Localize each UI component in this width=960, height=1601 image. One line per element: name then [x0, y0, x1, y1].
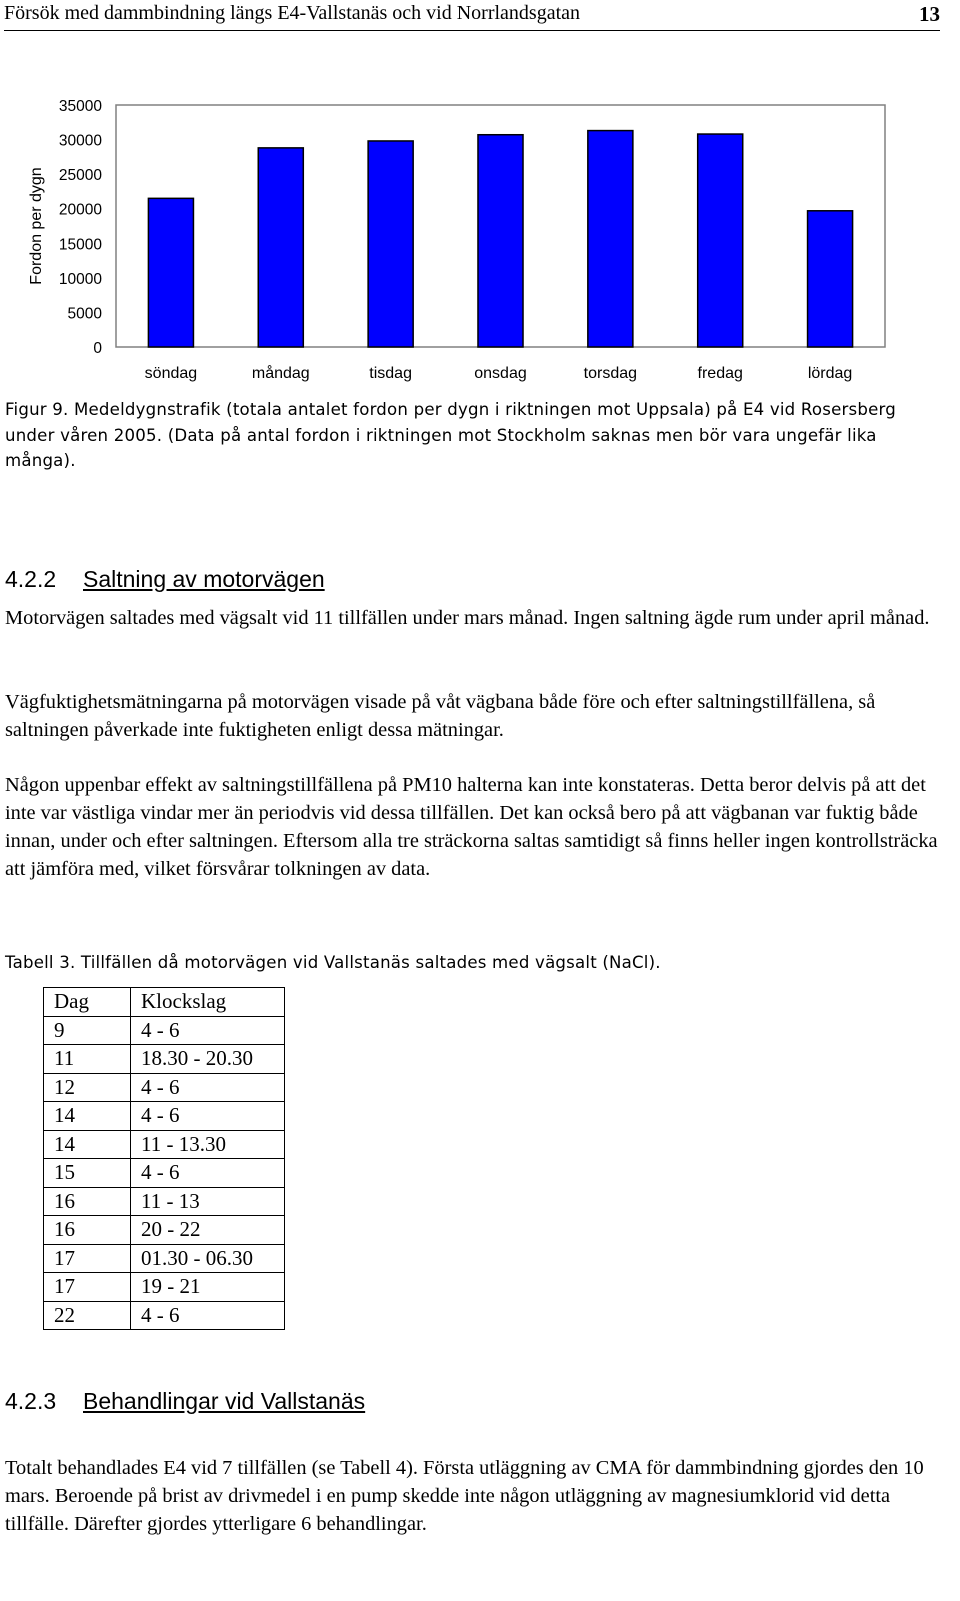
cell-day: 12: [44, 1073, 131, 1102]
cell-day: 11: [44, 1045, 131, 1074]
salting-table: [43, 987, 285, 1330]
table-row: [44, 1073, 285, 1102]
cell-time: 4 - 6: [131, 1301, 285, 1330]
cell-day: 15: [44, 1159, 131, 1188]
paragraph: Vägfuktighetsmätningarna på motorvägen visade på våt vägbana både före och efter saltningstillfällena, så saltningen påverkade inte fuktigheten enligt dessa mätningar.: [5, 691, 876, 741]
bar-onsdag: [478, 135, 523, 347]
page-number: 13: [919, 2, 940, 26]
x-tick-label: söndag: [144, 365, 198, 382]
x-tick-label: tisdag: [369, 365, 412, 382]
cell-time: 4 - 6: [131, 1159, 285, 1188]
cell-time: 18.30 - 20.30: [131, 1045, 285, 1074]
table-row: [44, 1016, 285, 1045]
table-row: [44, 1301, 285, 1330]
plot-area: [59, 98, 885, 382]
section-title: Saltning av motorvägen: [83, 566, 325, 592]
column-header-day: Dag: [44, 988, 131, 1017]
table-header-row: [44, 988, 285, 1017]
y-tick-label: 10000: [58, 270, 102, 288]
page-header: [4, 0, 940, 31]
x-tick-label: onsdag: [474, 365, 527, 382]
y-tick-label: 35000: [58, 98, 102, 115]
table-row: [44, 1130, 285, 1159]
x-tick-label: lördag: [807, 365, 853, 382]
x-tick-label: måndag: [251, 365, 310, 382]
traffic-bar-chart: [0, 88, 960, 388]
cell-day: 22: [44, 1301, 131, 1330]
table-row: [44, 1244, 285, 1273]
bar-torsdag: [588, 131, 633, 347]
cell-day: 14: [44, 1102, 131, 1131]
table-row: [44, 1273, 285, 1302]
y-tick-label: 5000: [67, 305, 102, 323]
cell-day: 16: [44, 1216, 131, 1245]
cell-day: 9: [44, 1016, 131, 1045]
bar-lördag: [808, 211, 853, 347]
cell-time: 4 - 6: [131, 1102, 285, 1131]
y-tick-label: 25000: [58, 167, 102, 185]
table-caption: Tabell 3. Tillfällen då motorvägen vid Vallstanäs saltades med vägsalt (NaCl).: [5, 953, 661, 972]
y-tick-label: 0: [93, 340, 102, 357]
paragraph: Någon uppenbar effekt av saltningstillfällena på PM10 halterna kan inte konstateras. Detta beror delvis på att det inte var västliga vindar mer än periodvis vid dessa tillfällen. Det kan också bero på att vägbanan var fuktig både innan, under och efter saltningen. Eftersom alla tre sträckorna saltas samtidigt så finns heller ingen kontrollsträcka att jämföra med, vilket försvårar tolkningen av data.: [5, 774, 938, 880]
bar-måndag: [258, 148, 303, 347]
paragraph: Motorvägen saltades med vägsalt vid 11 tillfällen under mars månad. Ingen saltning ägde rum under april månad.: [5, 607, 930, 629]
x-tick-label: torsdag: [583, 365, 638, 382]
section-heading-423: [5, 1388, 365, 1415]
y-tick-label: 20000: [58, 201, 102, 219]
cell-time: 19 - 21: [131, 1273, 285, 1302]
table-row: [44, 1102, 285, 1131]
cell-time: 11 - 13.30: [131, 1130, 285, 1159]
bar-fredag: [698, 134, 743, 347]
section-title: Behandlingar vid Vallstanäs: [83, 1388, 366, 1414]
cell-time: 01.30 - 06.30: [131, 1244, 285, 1273]
header-title: Försök med dammbindning längs E4-Vallstanäs och vid Norrlandsgatan: [4, 2, 581, 24]
bar-tisdag: [368, 141, 413, 347]
table-row: [44, 1159, 285, 1188]
y-tick-label: 15000: [58, 236, 102, 254]
cell-time: 20 - 22: [131, 1216, 285, 1245]
section-number: 4.2.2: [5, 566, 57, 592]
y-tick-label: 30000: [58, 132, 102, 150]
table-row: [44, 1216, 285, 1245]
cell-time: 11 - 13: [131, 1187, 285, 1216]
section-heading-422: [5, 566, 325, 593]
paragraph: Totalt behandlades E4 vid 7 tillfällen (se Tabell 4). Första utläggning av CMA för dammbindning gjordes den 10 mars. Beroende på brist av drivmedel i en pump skedde inte någon utläggning av magnesiumklorid vid detta tillfälle. Därefter gjordes ytterligare 6 behandlingar.: [5, 1457, 924, 1535]
bar-söndag: [148, 198, 193, 347]
section-number: 4.2.3: [5, 1388, 57, 1414]
x-tick-label: fredag: [697, 365, 743, 382]
cell-day: 17: [44, 1244, 131, 1273]
cell-time: 4 - 6: [131, 1016, 285, 1045]
table-row: [44, 1045, 285, 1074]
y-axis-label: Fordon per dygn: [28, 167, 45, 285]
cell-day: 16: [44, 1187, 131, 1216]
cell-day: 17: [44, 1273, 131, 1302]
cell-day: 14: [44, 1130, 131, 1159]
table-row: [44, 1187, 285, 1216]
figure-caption: Figur 9. Medeldygnstrafik (totala antalet fordon per dygn i riktningen mot Uppsala) på E4 vid Rosersberg under våren 2005. (Data på antal fordon i riktningen mot Stockholm saknas men bör vara ungefär lika många).: [5, 400, 896, 470]
cell-time: 4 - 6: [131, 1073, 285, 1102]
column-header-time: Klockslag: [131, 988, 285, 1017]
